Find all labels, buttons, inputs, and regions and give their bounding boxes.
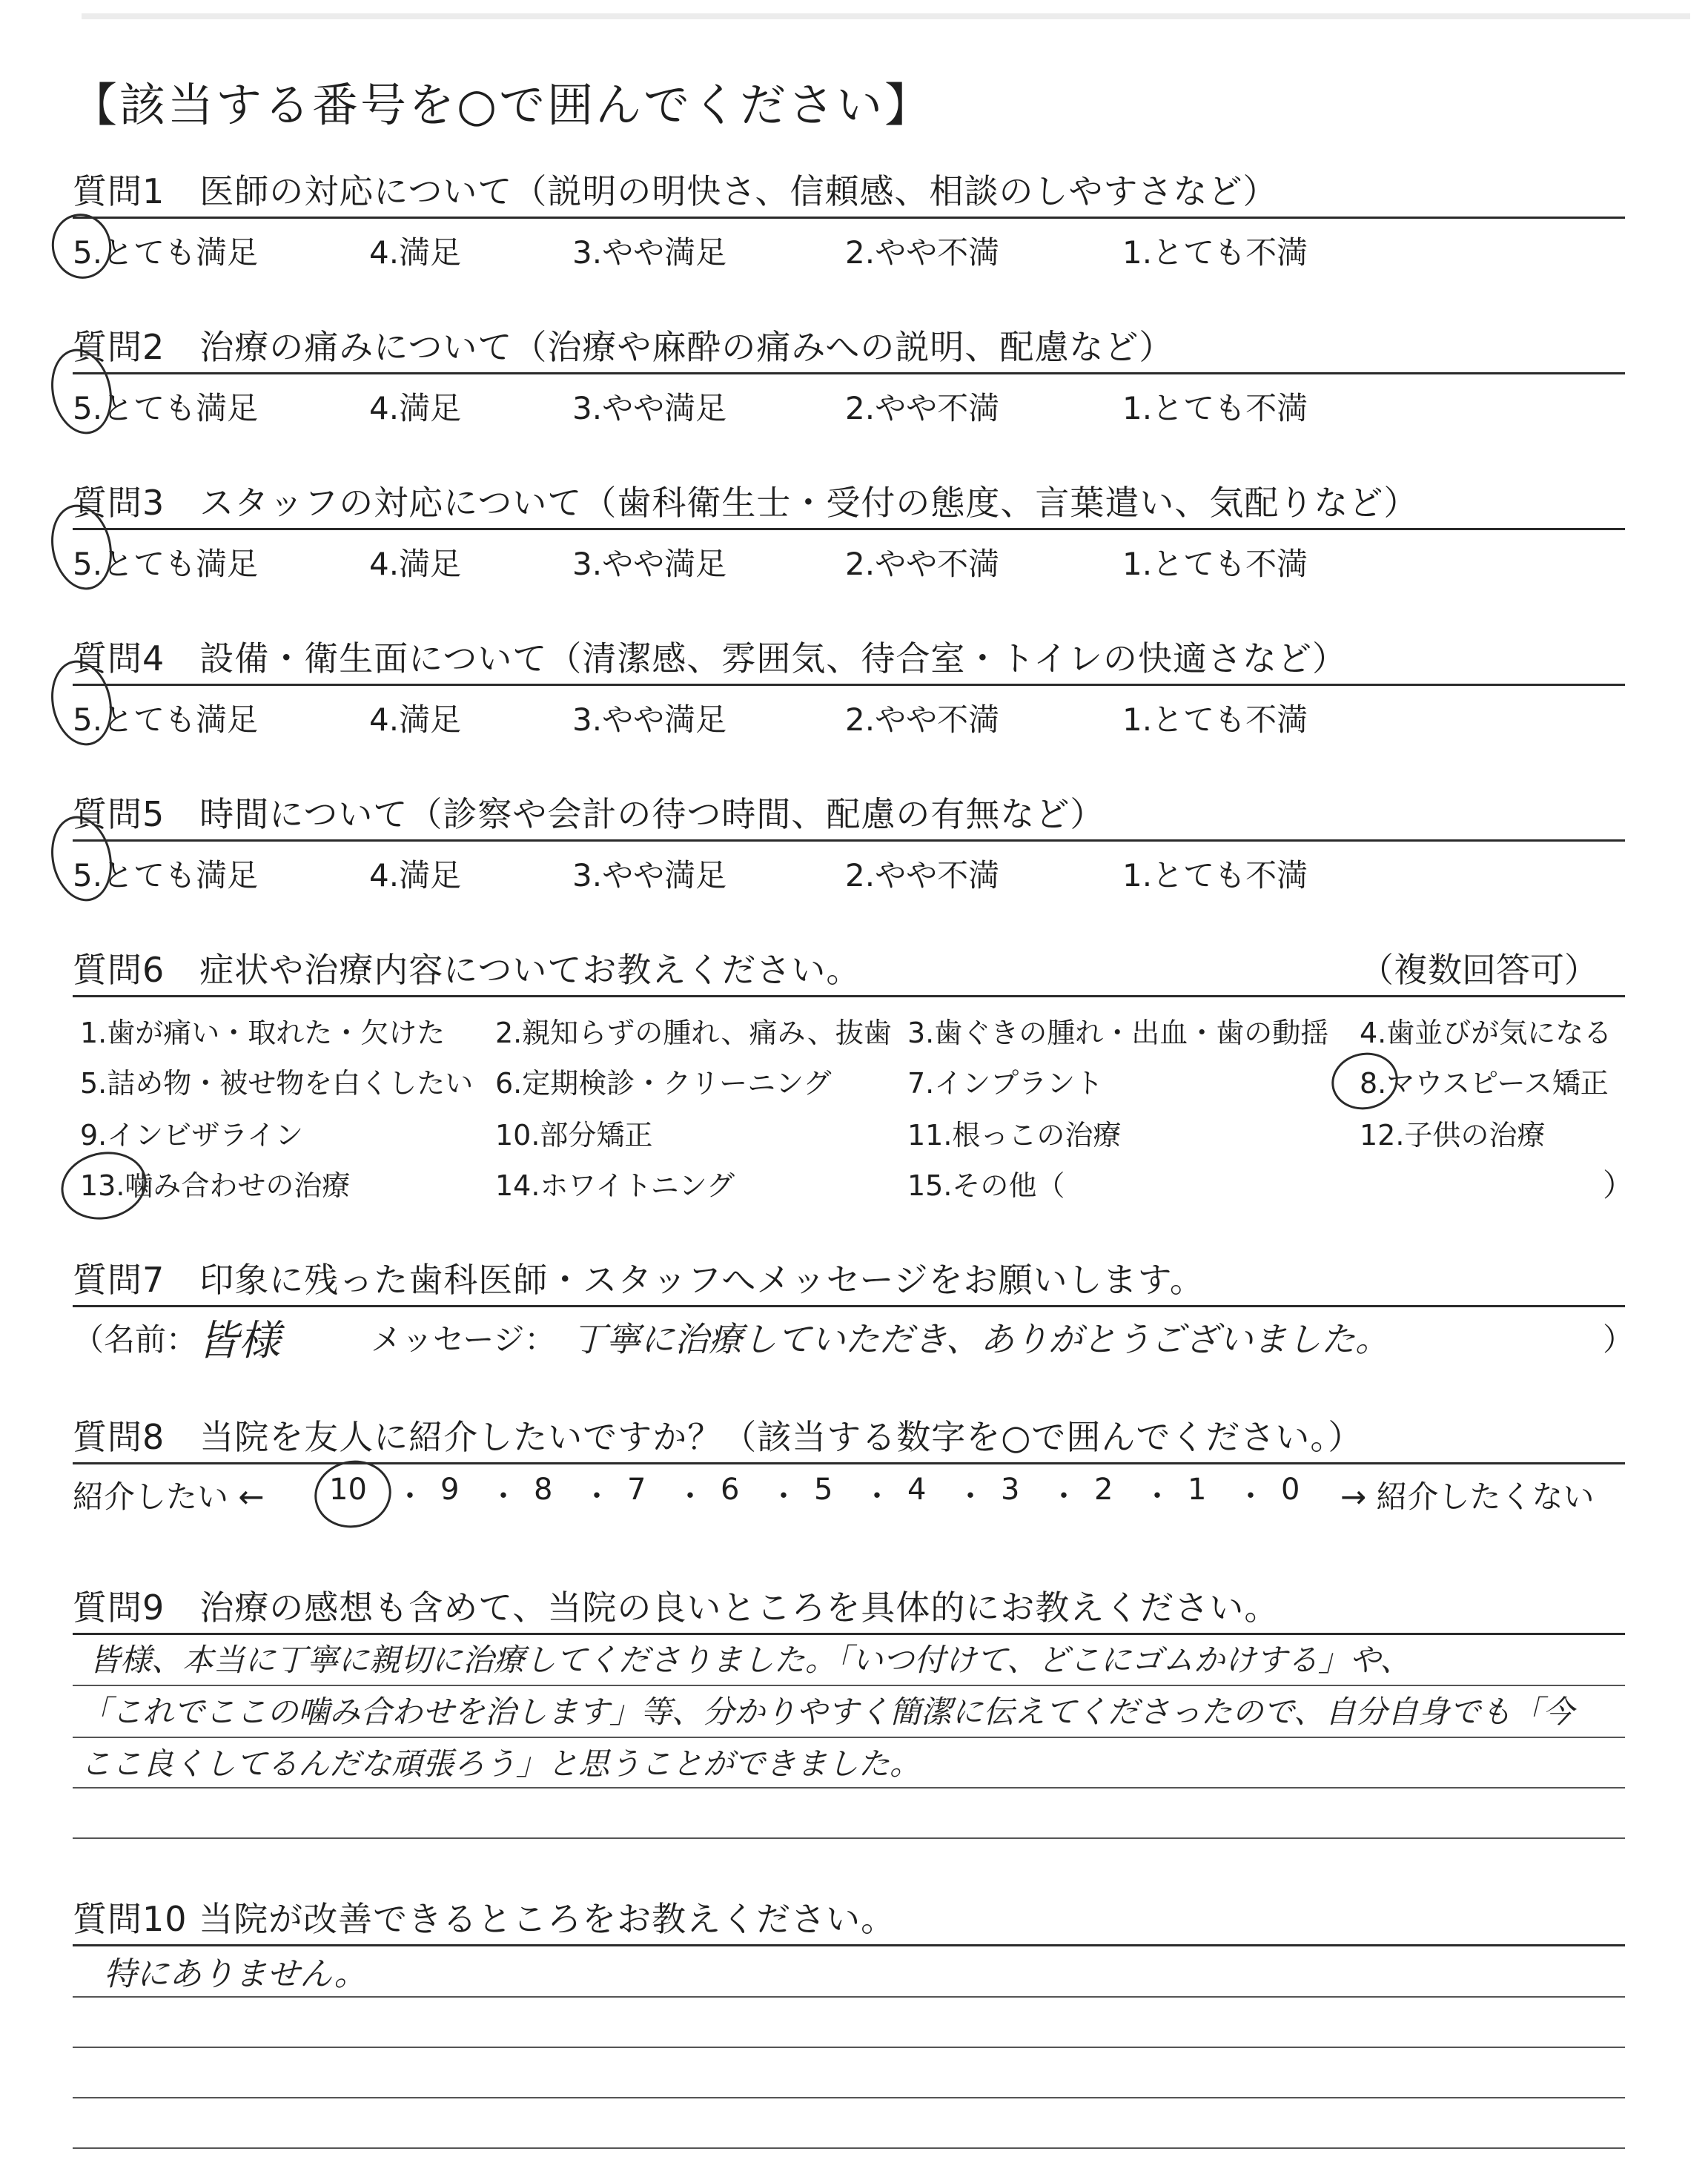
question-title: 質問1 医師の対応について（説明の明快さ、信頼感、相談のしやすさなど） [73,171,1278,211]
answer-line [73,1685,1625,1686]
scale-dot: ・ [395,1479,425,1513]
treatment-option-7[interactable]: 7.インプラント [907,1067,1104,1100]
treatment-option-2[interactable]: 2.親知らずの腫れ、痛み、抜歯 [495,1017,892,1049]
treatment-option-13[interactable]: 13.噛み合わせの治療 [80,1169,351,1202]
scale-dot: ・ [1142,1479,1172,1513]
rating-option-4[interactable]: 4.満足 [369,701,462,738]
divider [73,839,1625,842]
scale-right-label: → 紹介したくない [1340,1479,1595,1515]
scale-1[interactable]: 1 [1188,1473,1207,1507]
divider [73,1944,1625,1946]
scale-dot: ・ [489,1479,518,1513]
scale-8[interactable]: 8 [534,1473,553,1507]
form-header: 【該当する番号を○で囲んでください】 [71,78,933,132]
rating-option-3[interactable]: 3.やや満足 [572,390,727,426]
question-title: 質問6 症状や治療内容についてお教えください。 [73,950,861,990]
scale-10[interactable]: 10 [329,1473,367,1507]
rating-option-3[interactable]: 3.やや満足 [572,234,727,271]
divider [73,995,1625,997]
message-value[interactable]: 丁寧に治療していただき、ありがとうございました。 [572,1319,1390,1359]
scale-dot: ・ [769,1479,798,1513]
scale-4[interactable]: 4 [907,1473,927,1507]
scale-dot: ・ [582,1479,612,1513]
question-title: 質問7 印象に残った歯科医師・スタッフへメッセージをお願いします。 [73,1260,1205,1300]
rating-option-1[interactable]: 1.とても不満 [1122,234,1308,271]
scale-dot: ・ [1236,1479,1265,1513]
treatment-option-5[interactable]: 5.詰め物・被せ物を白くしたい [80,1067,474,1100]
treatment-option-11[interactable]: 11.根っこの治療 [907,1119,1122,1152]
name-value[interactable]: 皆様 [197,1317,280,1365]
answer-line [73,2097,1625,2098]
scale-left-label: 紹介したい ← [73,1479,265,1515]
rating-option-1[interactable]: 1.とても不満 [1122,390,1308,426]
question-title: 質問5 時間について（診察や会計の待つ時間、配慮の有無など） [73,794,1105,834]
divider [73,1462,1625,1464]
name-label: （名前： [73,1321,198,1358]
answer-line [73,1787,1625,1789]
question-note: （複数回答可） [1360,950,1598,990]
scale-0[interactable]: 0 [1281,1473,1300,1507]
other-close-paren: ） [1603,1167,1635,1203]
page-top-edge [82,13,1690,19]
rating-option-2[interactable]: 2.やや不満 [845,546,1000,582]
treatment-option-10[interactable]: 10.部分矯正 [495,1119,653,1152]
message-close-paren: ） [1603,1321,1635,1358]
answer-line [73,2047,1625,2048]
answer-text-line[interactable]: ここ良くしてるんだな頑張ろう」と思うことができました。 [80,1745,921,1782]
treatment-option-6[interactable]: 6.定期検診・クリーニング [495,1067,832,1100]
treatment-option-9[interactable]: 9.インビザライン [80,1119,304,1152]
scale-dot: ・ [862,1479,892,1513]
rating-option-4[interactable]: 4.満足 [369,857,462,894]
scale-2[interactable]: 2 [1094,1473,1113,1507]
treatment-option-4[interactable]: 4.歯並びが気になる [1360,1017,1612,1049]
answer-line [73,1837,1625,1839]
rating-option-3[interactable]: 3.やや満足 [572,857,727,894]
answer-text-line[interactable]: 「これでここの噛み合わせを治します」等、分かりやすく簡潔に伝えてくださったので、自分自身でも「今 [80,1694,1575,1730]
rating-option-5[interactable]: 5.とても満足 [73,701,259,738]
question-title: 質問9 治療の感想も含めて、当院の良いところを具体的にお教えください。 [73,1588,1280,1628]
scale-dot: ・ [956,1479,985,1513]
rating-option-5[interactable]: 5.とても満足 [73,234,259,271]
rating-option-1[interactable]: 1.とても不満 [1122,701,1308,738]
scale-6[interactable]: 6 [721,1473,740,1507]
rating-option-4[interactable]: 4.満足 [369,390,462,426]
rating-option-4[interactable]: 4.満足 [369,234,462,271]
rating-option-3[interactable]: 3.やや満足 [572,701,727,738]
divider [73,528,1625,530]
rating-option-2[interactable]: 2.やや不満 [845,390,1000,426]
rating-option-4[interactable]: 4.満足 [369,546,462,582]
answer-line [73,2147,1625,2149]
question-title: 質問10 当院が改善できるところをお教えください。 [73,1899,896,1939]
answer-text-line[interactable]: 特にありません。 [104,1955,367,1993]
rating-option-3[interactable]: 3.やや満足 [572,546,727,582]
rating-option-1[interactable]: 1.とても不満 [1122,857,1308,894]
divider [73,217,1625,219]
rating-option-5[interactable]: 5.とても満足 [73,390,259,426]
scale-9[interactable]: 9 [440,1473,460,1507]
rating-option-2[interactable]: 2.やや不満 [845,234,1000,271]
scale-5[interactable]: 5 [814,1473,833,1507]
question-title: 質問4 設備・衛生面について（清潔感、雰囲気、待合室・トイレの快適さなど） [73,638,1348,678]
scale-3[interactable]: 3 [1001,1473,1020,1507]
message-label: メッセージ： [371,1321,556,1358]
treatment-option-8[interactable]: 8.マウスピース矯正 [1360,1067,1609,1100]
question-title: 質問3 スタッフの対応について（歯科衛生士・受付の態度、言葉遣い、気配りなど） [73,483,1419,523]
scale-dot: ・ [675,1479,705,1513]
divider [73,684,1625,686]
selection-circle [1326,1046,1403,1115]
treatment-option-14[interactable]: 14.ホワイトニング [495,1169,735,1202]
treatment-option-3[interactable]: 3.歯ぐきの腫れ・出血・歯の動揺 [907,1017,1329,1049]
treatment-option-12[interactable]: 12.子供の治療 [1360,1119,1546,1152]
rating-option-1[interactable]: 1.とても不満 [1122,546,1308,582]
selection-circle [308,1453,397,1535]
divider [73,372,1625,374]
treatment-option-1[interactable]: 1.歯が痛い・取れた・欠けた [80,1017,446,1049]
question-title: 質問2 治療の痛みについて（治療や麻酔の痛みへの説明、配慮など） [73,327,1174,367]
answer-line [73,1996,1625,1998]
selection-circle [55,1144,153,1227]
rating-option-2[interactable]: 2.やや不満 [845,701,1000,738]
rating-option-5[interactable]: 5.とても満足 [73,857,259,894]
scale-7[interactable]: 7 [627,1473,646,1507]
answer-text-line[interactable]: 皆様、本当に丁寧に親切に治療してくださりました。「いつ付けて、どこにゴムかけする」や、 [89,1642,1411,1678]
rating-option-2[interactable]: 2.やや不満 [845,857,1000,894]
rating-option-5[interactable]: 5.とても満足 [73,546,259,582]
divider [73,1633,1625,1635]
question-title: 質問8 当院を友人に紹介したいですか？（該当する数字を○で囲んでください。） [73,1417,1363,1457]
divider [73,1305,1625,1307]
scale-dot: ・ [1049,1479,1079,1513]
treatment-option-15[interactable]: 15.その他（ [907,1169,1065,1202]
answer-line [73,1737,1625,1738]
